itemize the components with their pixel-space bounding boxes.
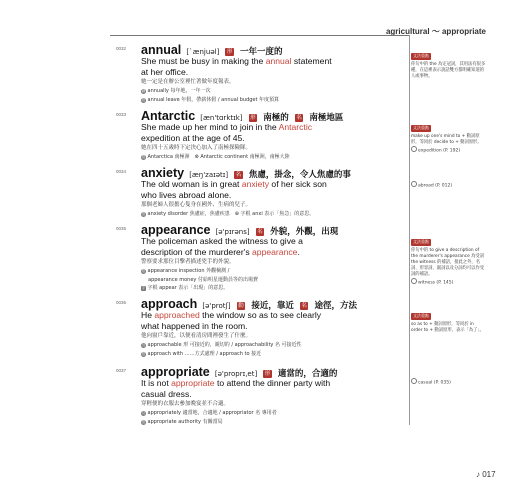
xref-text: casual (P. 035) [418, 380, 451, 386]
pronunciation: [ˋænjuəl] [186, 48, 220, 56]
header-rule [110, 35, 410, 36]
related-line [141, 210, 341, 219]
example-translation: 她在四十五歲時下定決心加入了南極探險隊。 [141, 145, 252, 152]
marker-icon: 搭 [141, 97, 146, 102]
example-translation: 她一定是在辦公室裡忙著做年度報表。 [141, 79, 235, 86]
related-text: 字根 appear 表示「出現」的意思。 [147, 285, 229, 292]
example-headword: anxiety [241, 179, 270, 189]
xref-icon [411, 378, 417, 384]
side-note-text: 你句中的 the 為定冠詞，其用法有很多種，在這裡表示說話雙方都明確知道的人或事物。 [411, 62, 486, 79]
pos-badge: 名 [257, 229, 263, 235]
grammar-tag: 文法重點 [413, 239, 429, 244]
related-text: approach with ……方式處理 / approach to 接近 [147, 350, 262, 357]
cross-reference [411, 146, 486, 154]
headword: anxiety [141, 166, 185, 180]
example-translation: 警察要求那位目擊者描述兇手的外貌。 [141, 259, 235, 266]
cross-reference [411, 181, 486, 189]
example-headword: annual [265, 56, 292, 66]
marker-icon: 搭 [141, 155, 146, 160]
related-text: annually 每年地，一年一次 [147, 88, 211, 95]
pronunciation: [ə'proprɪ,et] [214, 370, 258, 378]
entry-number: 0035 [116, 226, 127, 231]
example-sentence [141, 310, 341, 331]
example-text: of her sick son who lives abroad alone. [141, 179, 327, 200]
grammar-tag: 文法重點 [413, 313, 429, 318]
example-text: to attend the dinner party with casual dress. [141, 378, 331, 399]
headword: appearance [141, 223, 211, 237]
entry-number: 0034 [116, 169, 127, 174]
xref-text: expedition (P. 192) [418, 148, 461, 154]
headword-line [141, 364, 341, 378]
pos-badge: 名 [296, 115, 302, 121]
related-line [141, 276, 341, 285]
xref-icon [411, 278, 417, 284]
marker-icon: 字 [141, 286, 146, 291]
side-note [411, 42, 486, 80]
example-text: She made up her mind to join in the [141, 122, 279, 132]
gloss: 南極地區 [309, 113, 344, 123]
headword: annual [141, 43, 182, 57]
example-headword: approached [154, 310, 200, 320]
pronunciation: [ə'pɪrəns] [215, 228, 250, 236]
side-note [411, 302, 486, 334]
related-text: anxiety disorder 焦慮症，焦慮疾患 ⊕ 字根 anxi 表示「焦急」的意思。 [147, 211, 315, 218]
entry-body [141, 165, 351, 219]
side-note [411, 228, 486, 286]
example-sentence [141, 56, 341, 77]
entry-body [141, 296, 358, 358]
example-text: statement at her office. [141, 56, 332, 77]
page-number-text: 017 [482, 470, 496, 479]
related-line [141, 418, 341, 427]
running-head: agricultural ～ appropriate [385, 27, 486, 36]
music-note-icon: ♪ [476, 470, 480, 479]
entry-number: 0033 [116, 112, 127, 117]
related-text: approachable 形 可接近的，親切的 / approachability 名 可接近性 [147, 342, 302, 349]
related-line [141, 96, 341, 105]
entry-number: 0037 [116, 368, 127, 373]
gloss: 途徑，方法 [314, 301, 358, 311]
example-headword: Antarctic [278, 122, 313, 132]
example-sentence [141, 378, 341, 399]
xref-icon [411, 146, 417, 152]
side-note [411, 181, 486, 189]
headword-line [141, 108, 344, 123]
related-text: appropriately 適當地，合適地 / appropriator 名 專用者 [147, 410, 277, 417]
related-line [141, 409, 341, 418]
example-translation: 穿輕便的衣服去參加晚宴並不合適。 [141, 401, 230, 408]
xref-icon [411, 181, 417, 187]
pos-badge: 名 [301, 303, 307, 309]
example-text: . [297, 246, 300, 257]
gloss: 適當的，合適的 [277, 369, 338, 379]
side-note [411, 114, 486, 154]
example-sentence [141, 179, 341, 200]
marker-icon: 衍 [141, 411, 146, 416]
entry-number: 0036 [116, 300, 127, 305]
example-sentence [141, 236, 341, 257]
related-line [141, 87, 341, 96]
example-text: expedition at the age of 45. [141, 132, 245, 143]
entry-body [141, 364, 341, 426]
marker-icon: 副 [141, 89, 146, 94]
gloss: 南極的 [263, 113, 289, 123]
headword-line [141, 296, 358, 311]
related-line [141, 153, 341, 162]
gloss: 外貌，外觀，出現 [270, 227, 339, 237]
gloss: 焦慮，掛念，令人焦慮的事 [248, 170, 351, 180]
example-text: The old woman is in great [141, 179, 242, 189]
related-line [141, 350, 341, 359]
example-text: She must be busy in making the [141, 56, 266, 66]
related-text: appearance money 付給明星運動員等的出場費 [148, 276, 258, 283]
related-text: annual leave 年假，帶薪休假 / annual budget 年度預算 [147, 96, 280, 103]
headword-line [141, 42, 341, 56]
pos-badge: 形 [264, 371, 271, 377]
pos-badge: 形 [250, 115, 256, 121]
xref-text: witness (P. 145) [418, 280, 454, 286]
headword-line [141, 222, 341, 236]
side-note-text: 你句中的 to give a description of the murderer's appearance 為受詞 the witness 的補語，接此之外，名詞、形容詞、副詞以及分詞均可以作受詞的補語。 [411, 248, 485, 277]
example-text: He [141, 310, 155, 320]
xref-text: abroad (P. 012) [418, 183, 453, 189]
gloss: 一年一度的 [240, 47, 283, 57]
side-note-text: make up one's mind to + 動詞原形，等同於 decide to + 動詞原形。 [411, 134, 482, 145]
related-text: appearance inspection 外觀檢測 / [147, 268, 230, 275]
cross-reference [411, 278, 486, 286]
related-text: Antarctica 南極洲 ⊗ Antarctic continent 南極洲，南極大陸 [147, 154, 290, 161]
related-line [141, 284, 341, 293]
example-headword: appearance [252, 246, 298, 257]
example-translation: 那個老婦人很擔心隻身在國外、生病的兒子。 [141, 202, 252, 209]
marker-icon: 搭 [141, 212, 146, 217]
entry-body [141, 42, 341, 104]
related-line [141, 341, 341, 350]
example-headword: appropriate [171, 378, 215, 388]
pos-badge: 名 [235, 172, 242, 178]
example-text: the window so as to see clearly what happened in the room. [141, 310, 322, 331]
pronunciation: [æŋ'zaɪətɪ] [189, 171, 229, 179]
headword: appropriate [141, 365, 210, 379]
example-text: It is not [141, 378, 172, 388]
gloss: 接近，靠近 [251, 301, 294, 311]
related-line [141, 267, 341, 276]
headword: Antarctic [141, 109, 196, 123]
example-text: The policeman asked the witness to give a description of the murderer's [141, 236, 303, 257]
side-note-text: so as to + 動詞原形，等同於 in order to + 動詞原形，表示「為了」。 [411, 322, 484, 333]
marker-icon: 衍 [141, 343, 146, 348]
pronunciation: [ə'protʃ] [202, 302, 231, 310]
headword-line [141, 165, 351, 180]
grammar-tag: 文法重點 [413, 53, 429, 58]
example-translation: 他向窗戶靠近，以便看清房間裡發生了什麼。 [141, 333, 252, 340]
entry-body [141, 222, 341, 293]
marker-icon: 搭 [141, 351, 146, 356]
side-note [411, 378, 486, 386]
pos-badge: 形 [226, 49, 233, 55]
pronunciation: [æn'tɑrktɪk] [200, 114, 243, 122]
entry-number: 0032 [116, 46, 127, 51]
example-sentence [141, 122, 341, 143]
entry-body [141, 108, 344, 162]
pos-badge: 動 [238, 303, 244, 309]
grammar-tag: 文法重點 [413, 125, 429, 130]
marker-icon: 搭 [141, 419, 146, 424]
page-number [476, 470, 496, 479]
headword: approach [141, 297, 198, 311]
cross-reference [411, 378, 486, 386]
margin-rule [409, 35, 410, 425]
marker-icon: 搭 [141, 269, 146, 274]
related-text: appropriate authority 有關當局 [147, 418, 223, 425]
